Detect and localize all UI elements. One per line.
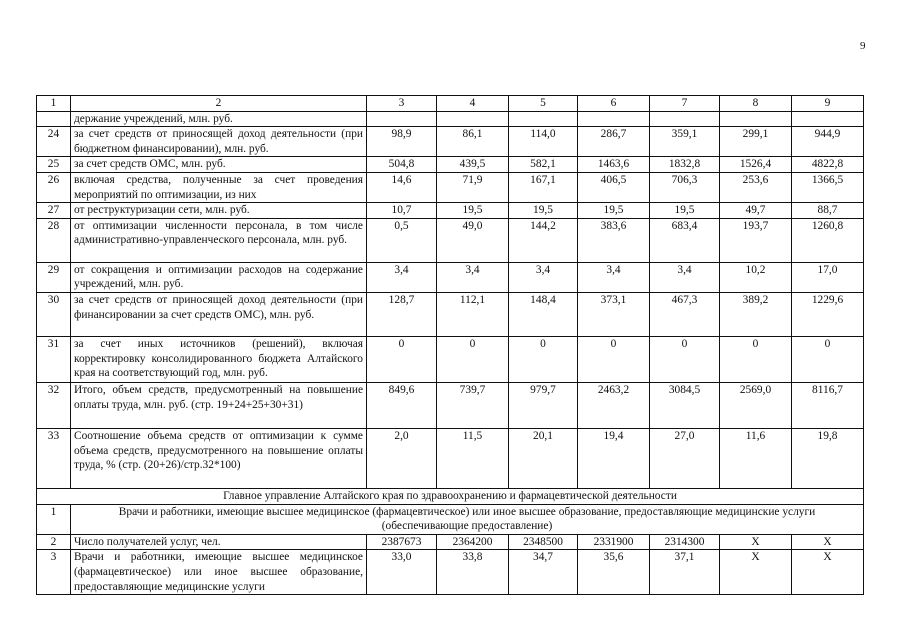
value-cell — [650, 111, 720, 127]
section-title-row — [37, 488, 864, 504]
value-cell: 128,7 — [367, 292, 437, 336]
table-row — [37, 111, 864, 127]
value-cell: 10,7 — [367, 203, 437, 219]
value-cell — [367, 111, 437, 127]
row-description: держание учреждений, млн. руб. — [71, 111, 367, 127]
value-cell: 114,0 — [509, 127, 578, 157]
value-cell: 2,0 — [367, 428, 437, 488]
value-cell: 19,5 — [650, 203, 720, 219]
value-cell: Х — [792, 534, 864, 550]
value-cell: 3084,5 — [650, 382, 720, 428]
section-title: Главное управление Алтайского края по здравоохранению и фармацевтической деятельности — [37, 488, 864, 504]
value-cell: 19,5 — [509, 203, 578, 219]
table-row — [37, 534, 864, 550]
table-row — [37, 218, 864, 262]
row-description: за счет средств ОМС, млн. руб. — [71, 157, 367, 173]
value-cell: 14,6 — [367, 172, 437, 202]
value-cell: 17,0 — [792, 262, 864, 292]
value-cell: 2331900 — [578, 534, 650, 550]
row-number: 27 — [37, 203, 71, 219]
header-cell: 5 — [509, 96, 578, 112]
row-description: Число получателей услуг, чел. — [71, 534, 367, 550]
table-row — [37, 292, 864, 336]
value-cell: Х — [720, 534, 792, 550]
value-cell: 98,9 — [367, 127, 437, 157]
value-cell: 27,0 — [650, 428, 720, 488]
value-cell: 33,0 — [367, 550, 437, 595]
value-cell: 582,1 — [509, 157, 578, 173]
value-cell — [509, 111, 578, 127]
row-description: от сокращения и оптимизации расходов на содержание учреждений, млн. руб. — [71, 262, 367, 292]
header-cell: 6 — [578, 96, 650, 112]
row-description: включая средства, полученные за счет проведения мероприятий по оптимизации, из них — [71, 172, 367, 202]
table-row — [37, 172, 864, 202]
table-row — [37, 336, 864, 382]
row-number: 33 — [37, 428, 71, 488]
value-cell: 389,2 — [720, 292, 792, 336]
header-cell: 9 — [792, 96, 864, 112]
value-cell: 19,5 — [578, 203, 650, 219]
value-cell: 0 — [437, 336, 509, 382]
value-cell: 253,6 — [720, 172, 792, 202]
value-cell: 3,4 — [578, 262, 650, 292]
value-cell: 3,4 — [650, 262, 720, 292]
value-cell: 20,1 — [509, 428, 578, 488]
value-cell: 193,7 — [720, 218, 792, 262]
row-description: от оптимизации численности персонала, в том числе административно-управленческого персонала, млн. руб. — [71, 218, 367, 262]
data-table — [36, 95, 864, 595]
value-cell: Х — [792, 550, 864, 595]
row-description: от реструктуризации сети, млн. руб. — [71, 203, 367, 219]
value-cell: 0 — [792, 336, 864, 382]
value-cell: 286,7 — [578, 127, 650, 157]
value-cell: 739,7 — [437, 382, 509, 428]
value-cell: 3,4 — [367, 262, 437, 292]
table-row — [37, 262, 864, 292]
header-cell: 2 — [71, 96, 367, 112]
value-cell: 19,4 — [578, 428, 650, 488]
value-cell: 2463,2 — [578, 382, 650, 428]
row-number — [37, 111, 71, 127]
header-row — [37, 96, 864, 112]
table-row — [37, 157, 864, 173]
header-cell: 1 — [37, 96, 71, 112]
value-cell: 3,4 — [437, 262, 509, 292]
page-number: 9 — [860, 40, 866, 52]
value-cell: 979,7 — [509, 382, 578, 428]
value-cell: 359,1 — [650, 127, 720, 157]
value-cell: 0 — [578, 336, 650, 382]
value-cell: 0 — [509, 336, 578, 382]
value-cell: 2569,0 — [720, 382, 792, 428]
value-cell: 849,6 — [367, 382, 437, 428]
row-description: за счет средств от приносящей доход деятельности (при бюджетном финансировании), млн. руб. — [71, 127, 367, 157]
value-cell: 112,1 — [437, 292, 509, 336]
row-number: 28 — [37, 218, 71, 262]
value-cell: 19,5 — [437, 203, 509, 219]
row-number: 30 — [37, 292, 71, 336]
table-row — [37, 504, 864, 534]
value-cell: 1229,6 — [792, 292, 864, 336]
value-cell: 37,1 — [650, 550, 720, 595]
row-description: за счет иных источников (решений), включая корректировку консолидированного бюджета Алтайского края на соответствующий год, млн. руб. — [71, 336, 367, 382]
value-cell: 49,7 — [720, 203, 792, 219]
value-cell: 8116,7 — [792, 382, 864, 428]
value-cell: 19,8 — [792, 428, 864, 488]
value-cell: 2314300 — [650, 534, 720, 550]
value-cell: 0,5 — [367, 218, 437, 262]
value-cell: 299,1 — [720, 127, 792, 157]
value-cell: 35,6 — [578, 550, 650, 595]
value-cell: 2364200 — [437, 534, 509, 550]
value-cell: 33,8 — [437, 550, 509, 595]
row-number: 1 — [37, 504, 71, 534]
row-number: 31 — [37, 336, 71, 382]
value-cell: 467,3 — [650, 292, 720, 336]
row-number: 24 — [37, 127, 71, 157]
header-cell: 7 — [650, 96, 720, 112]
value-cell: 1832,8 — [650, 157, 720, 173]
row-description: за счет средств от приносящей доход деятельности (при финансировании за счет средств ОМС), млн. руб. — [71, 292, 367, 336]
value-cell: 148,4 — [509, 292, 578, 336]
header-cell: 4 — [437, 96, 509, 112]
value-cell: 11,5 — [437, 428, 509, 488]
section-row-description: Врачи и работники, имеющие высшее медицинское (фармацевтическое) или иное высшее образование, предоставляющие медицинские услуги (обеспечивающие предоставление) — [71, 504, 864, 534]
value-cell: 373,1 — [578, 292, 650, 336]
value-cell: 3,4 — [509, 262, 578, 292]
value-cell: 1463,6 — [578, 157, 650, 173]
value-cell: 10,2 — [720, 262, 792, 292]
value-cell: 1526,4 — [720, 157, 792, 173]
value-cell — [578, 111, 650, 127]
value-cell: 34,7 — [509, 550, 578, 595]
row-number: 3 — [37, 550, 71, 595]
value-cell: 2348500 — [509, 534, 578, 550]
row-number: 26 — [37, 172, 71, 202]
value-cell: 706,3 — [650, 172, 720, 202]
value-cell: 504,8 — [367, 157, 437, 173]
table-row — [37, 428, 864, 488]
value-cell — [792, 111, 864, 127]
value-cell: 0 — [650, 336, 720, 382]
value-cell: 0 — [720, 336, 792, 382]
value-cell: 88,7 — [792, 203, 864, 219]
value-cell: 383,6 — [578, 218, 650, 262]
row-number: 2 — [37, 534, 71, 550]
value-cell: 11,6 — [720, 428, 792, 488]
row-description: Итого, объем средств, предусмотренный на повышение оплаты труда, млн. руб. (стр. 19+24+25+30+31) — [71, 382, 367, 428]
value-cell: 944,9 — [792, 127, 864, 157]
value-cell: 4822,8 — [792, 157, 864, 173]
row-number: 29 — [37, 262, 71, 292]
table-row — [37, 382, 864, 428]
table-row — [37, 127, 864, 157]
value-cell: 683,4 — [650, 218, 720, 262]
header-cell: 8 — [720, 96, 792, 112]
value-cell: 86,1 — [437, 127, 509, 157]
row-number: 25 — [37, 157, 71, 173]
value-cell — [720, 111, 792, 127]
value-cell: Х — [720, 550, 792, 595]
row-description: Врачи и работники, имеющие высшее медицинское (фармацевтическое) или иное высшее образование, предоставляющие медицинские услуги — [71, 550, 367, 595]
row-description: Соотношение объема средств от оптимизации к сумме объема средств, предусмотренного на повышение оплаты труда, % (стр. (20+26)/стр.32*100) — [71, 428, 367, 488]
value-cell: 2387673 — [367, 534, 437, 550]
value-cell — [437, 111, 509, 127]
header-cell: 3 — [367, 96, 437, 112]
value-cell: 49,0 — [437, 218, 509, 262]
value-cell: 144,2 — [509, 218, 578, 262]
value-cell: 71,9 — [437, 172, 509, 202]
table-row — [37, 550, 864, 595]
value-cell: 167,1 — [509, 172, 578, 202]
value-cell: 1260,8 — [792, 218, 864, 262]
value-cell: 0 — [367, 336, 437, 382]
row-number: 32 — [37, 382, 71, 428]
value-cell: 406,5 — [578, 172, 650, 202]
value-cell: 439,5 — [437, 157, 509, 173]
table-row — [37, 203, 864, 219]
value-cell: 1366,5 — [792, 172, 864, 202]
